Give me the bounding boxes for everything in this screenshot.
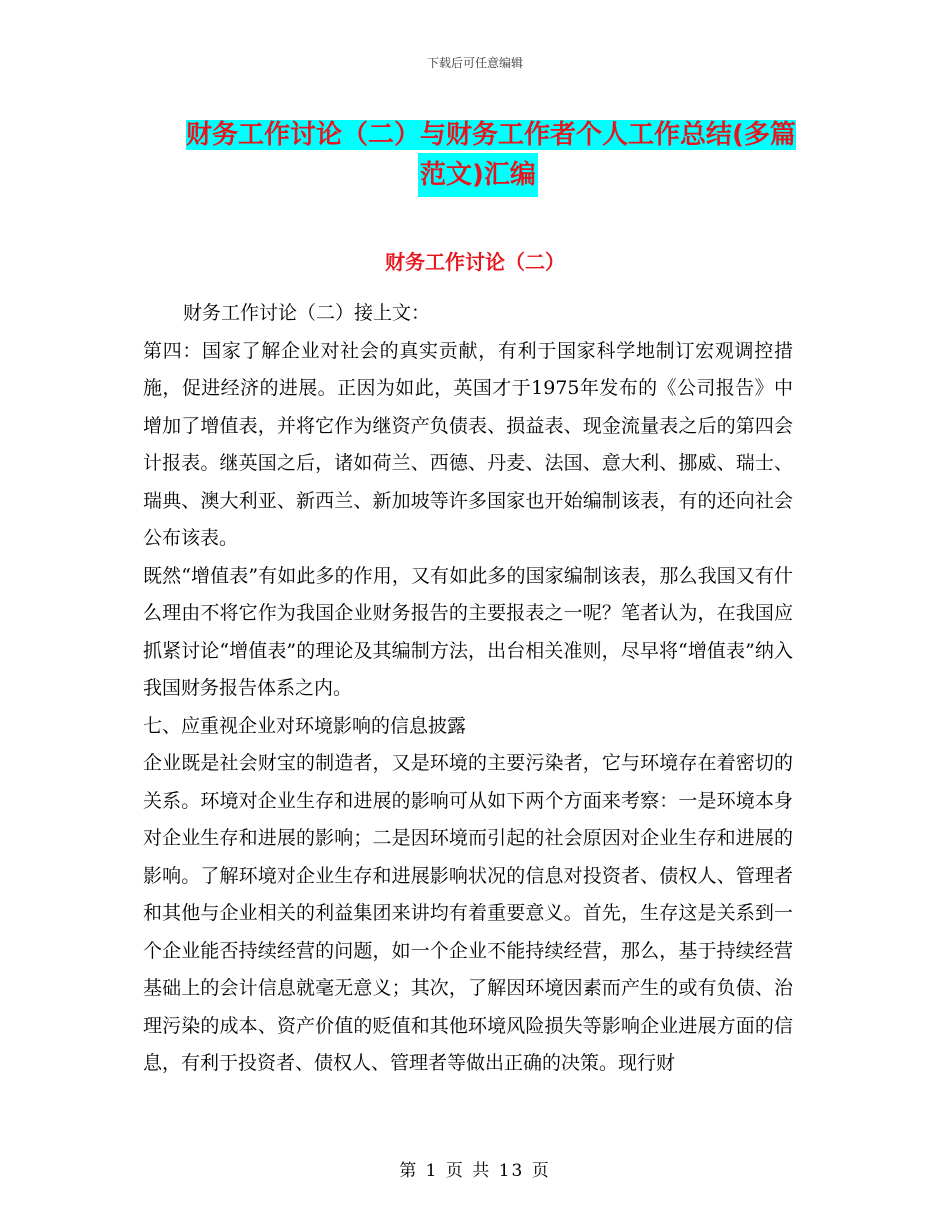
paragraph: 既然“增值表”有如此多的作用，又有如此多的国家编制该表，那么我国又有什么理由不将它作为我国企业财务报告的主要报表之一呢？笔者认为，在我国应抓紧讨论“增值表”的理论及其编制方法，出台相关准则，尽早将“增值表”纳入我国财务报告体系之内。 (143, 564, 793, 699)
document-title-line2: 范文)汇编 (418, 153, 538, 197)
document-body (143, 295, 793, 1083)
document-title-line1: 财务工作讨论（二）与财务工作者个人工作总结(多篇 (186, 120, 796, 150)
paragraph: 企业既是社会财宝的制造者，又是环境的主要污染者，它与环境存在着密切的关系。环境对企业生存和进展的影响可从如下两个方面来考察：一是环境本身对企业生存和进展的影响；二是因环境而引起的社会原因对企业生存和进展的影响。了解环境对企业生存和进展影响状况的信息对投资者、债权人、管理者和其他与企业相关的利益集团来讲均有着重要意义。首先，生存这是关系到一个企业能否持续经营的问题，如一个企业不能持续经营，那么，基于持续经营基础上的会计信息就毫无意义；其次，了解因环境因素而产生的或有负债、治理污染的成本、资产价值的贬值和其他环境风险损失等影响企业进展方面的信息，有利于投资者、债权人、管理者等做出正确的决策。现行财 (143, 752, 793, 1074)
paragraph-intro: 财务工作讨论（二）接上文： (183, 302, 431, 324)
paragraph-heading: 七、应重视企业对环境影响的信息披露 (143, 714, 467, 737)
paragraph: 第四：国家了解企业对社会的真实贡献，有利于国家科学地制订宏观调控措施，促进经济的进展。正因为如此，英国才于1975年发布的《公司报告》中增加了增值表，并将它作为继资产负债表、损益表、现金流量表之后的第四会计报表。继英国之后，诸如荷兰、西德、丹麦、法国、意大利、挪威、瑞士、瑞典、澳大利亚、新西兰、新加坡等许多国家也开始编制该表，有的还向社会公布该表。 (143, 339, 793, 549)
page-footer: 第 1 页 共 13 页 (399, 1161, 551, 1181)
page-header-note: 下载后可任意编辑 (426, 56, 523, 70)
section-title: 财务工作讨论（二） (385, 250, 565, 274)
